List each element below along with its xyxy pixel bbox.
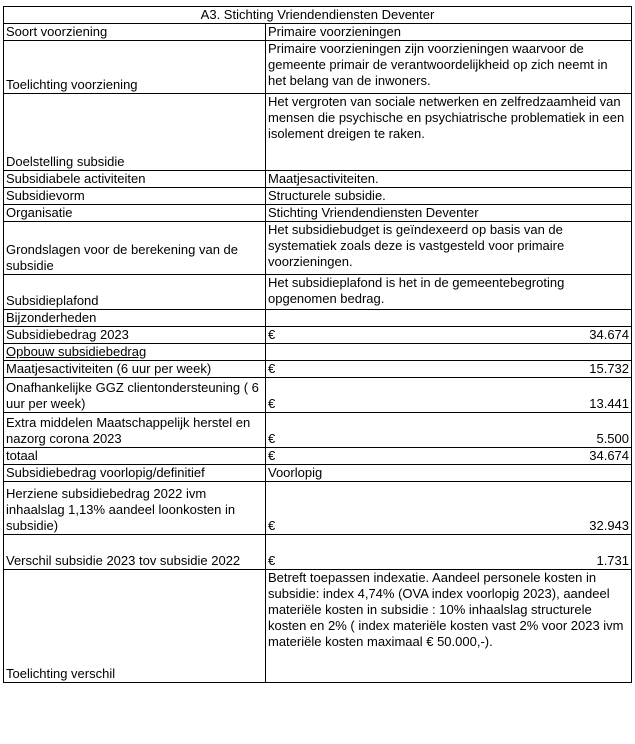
row-amount <box>266 535 632 570</box>
table-row <box>4 94 632 171</box>
currency-symbol: € <box>268 553 276 568</box>
row-label: Organisatie <box>4 205 266 222</box>
table-row <box>4 222 632 275</box>
currency-symbol: € <box>268 431 276 446</box>
row-value: Maatjesactiviteiten. <box>266 171 632 188</box>
row-label: Subsidievorm <box>4 188 266 205</box>
table-row <box>4 570 632 683</box>
row-label: Grondslagen voor de berekening van de subsidie <box>4 222 266 275</box>
amount-value: 34.674 <box>589 448 630 463</box>
row-amount <box>266 327 632 344</box>
currency-symbol: € <box>268 361 276 376</box>
row-label: Subsidiebedrag voorlopig/definitief <box>4 465 266 482</box>
currency-symbol: € <box>268 518 276 533</box>
row-label: Soort voorziening <box>4 24 266 41</box>
row-label: Extra middelen Maatschappelijk herstel en nazorg corona 2023 <box>4 413 266 448</box>
row-value: Voorlopig <box>266 465 632 482</box>
table-row <box>4 378 632 413</box>
row-label: Toelichting verschil <box>4 570 266 683</box>
table-row <box>4 24 632 41</box>
table-row <box>4 465 632 482</box>
amount-value: 15.732 <box>589 361 630 376</box>
table-row <box>4 188 632 205</box>
subsidy-table <box>3 6 632 683</box>
table-title: A3. Stichting Vriendendiensten Deventer <box>4 7 632 24</box>
table-row <box>4 448 632 465</box>
row-amount <box>266 482 632 535</box>
amount-value: 34.674 <box>589 327 630 342</box>
table-row <box>4 205 632 222</box>
row-label: Doelstelling subsidie <box>4 94 266 171</box>
section-heading: Opbouw subsidiebedrag <box>6 344 147 359</box>
currency-symbol: € <box>268 448 276 463</box>
currency-symbol: € <box>268 327 276 342</box>
row-value: Betreft toepassen indexatie. Aandeel personele kosten in subsidie: index 4,74% (OVA index voorlopig 2023), aandeel materiële kosten in subsidie : 10% inhaalslag structurele kosten en 2% ( index materiële kosten vast 2% voor 2023 ivm materiële kosten maximaal € 50.000,-). <box>266 570 632 683</box>
row-label: Herziene subsidiebedrag 2022 ivm inhaalslag 1,13% aandeel loonkosten in subsidie) <box>4 482 266 535</box>
row-amount <box>266 361 632 378</box>
table-row <box>4 327 632 344</box>
row-label: Subsidiabele activiteiten <box>4 171 266 188</box>
row-amount <box>266 413 632 448</box>
row-label: Verschil subsidie 2023 tov subsidie 2022 <box>4 535 266 570</box>
row-label: Subsidieplafond <box>4 275 266 310</box>
row-value-empty <box>266 344 632 361</box>
row-label: Subsidiebedrag 2023 <box>4 327 266 344</box>
table-row <box>4 535 632 570</box>
row-label: Maatjesactiviteiten (6 uur per week) <box>4 361 266 378</box>
row-value: Primaire voorzieningen <box>266 24 632 41</box>
amount-value: 32.943 <box>589 518 630 533</box>
row-value: Het subsidiebudget is geïndexeerd op basis van de systematiek zoals deze is vastgesteld voor primaire voorzieningen. <box>266 222 632 275</box>
table-row <box>4 171 632 188</box>
table-row <box>4 275 632 310</box>
row-value: Het subsidieplafond is het in de gemeentebegroting opgenomen bedrag. <box>266 275 632 310</box>
table-row <box>4 41 632 94</box>
table-row <box>4 344 632 361</box>
row-label: Toelichting voorziening <box>4 41 266 94</box>
table-title-row <box>4 7 632 24</box>
row-label: totaal <box>4 448 266 465</box>
table-row <box>4 413 632 448</box>
row-value-empty <box>266 310 632 327</box>
amount-value: 1.731 <box>596 553 630 568</box>
row-value: Stichting Vriendendiensten Deventer <box>266 205 632 222</box>
amount-value: 5.500 <box>596 431 630 446</box>
table-row <box>4 310 632 327</box>
table-row <box>4 361 632 378</box>
row-value: Het vergroten van sociale netwerken en zelfredzaamheid van mensen die psychische en psychiatrische problematiek in een isolement dreigen te raken. <box>266 94 632 171</box>
row-amount <box>266 378 632 413</box>
row-amount <box>266 448 632 465</box>
row-label: Bijzonderheden <box>4 310 266 327</box>
row-label <box>4 344 266 361</box>
row-value: Structurele subsidie. <box>266 188 632 205</box>
table-row <box>4 482 632 535</box>
row-label: Onafhankelijke GGZ clientondersteuning ( 6 uur per week) <box>4 378 266 413</box>
currency-symbol: € <box>268 396 276 411</box>
amount-value: 13.441 <box>589 396 630 411</box>
row-value: Primaire voorzieningen zijn voorzieningen waarvoor de gemeente primair de verantwoordelijkheid op zich neemt in het belang van de inwoners. <box>266 41 632 94</box>
